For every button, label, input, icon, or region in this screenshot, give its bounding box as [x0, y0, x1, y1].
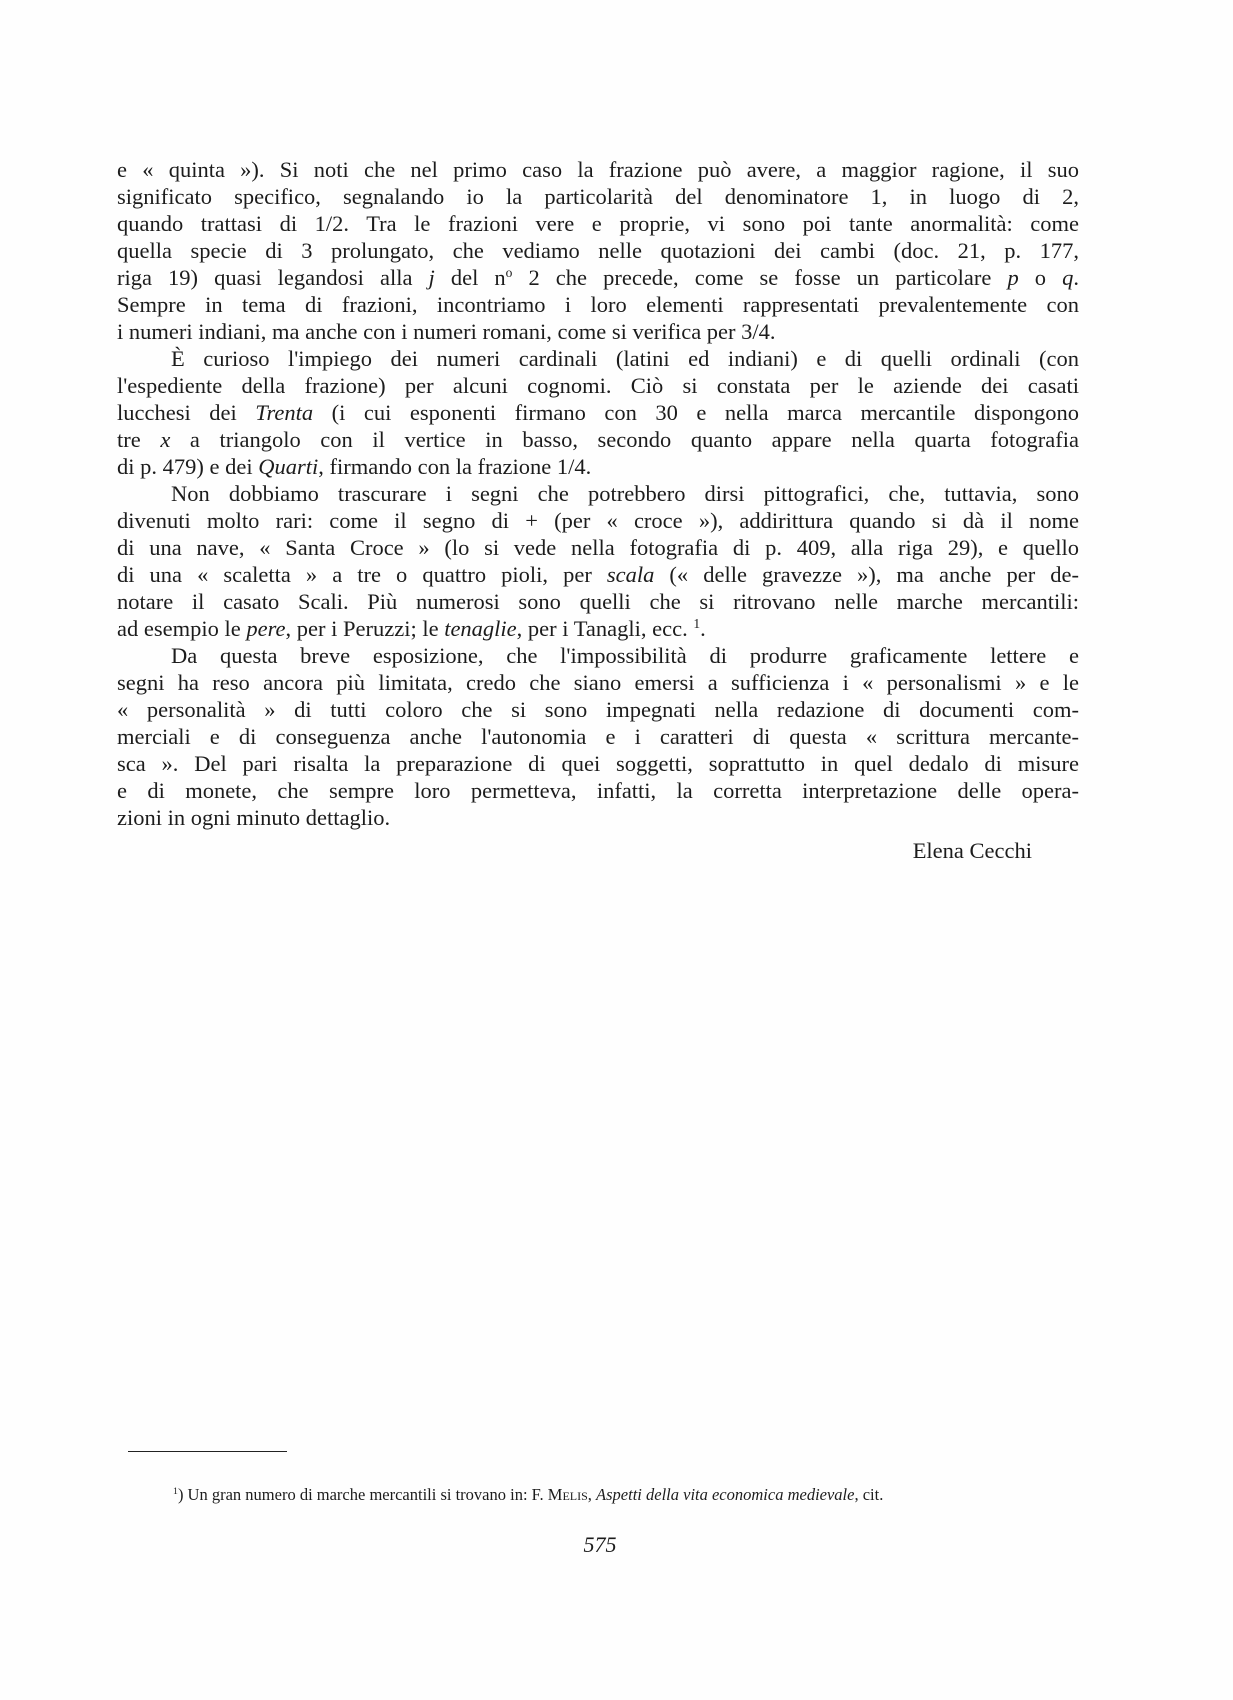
- text-line: [117, 777, 1079, 804]
- text-run: Da questa breve esposizione, che l'impossibilità di produrre graficamente lettere e: [171, 643, 1079, 668]
- text-run: , firmando con la frazione 1/4.: [318, 454, 592, 479]
- text-line: [117, 696, 1079, 723]
- text-run: e di monete, che sempre loro permetteva, infatti, la corretta interpretazione delle opera-: [117, 778, 1079, 803]
- text-run: sca ». Del pari risalta la preparazione di quei soggetti, soprattutto in quel dedalo di misure: [117, 751, 1079, 776]
- text-line: [117, 615, 1079, 642]
- text-run: a triangolo con il vertice in basso, secondo quanto appare nella quarta fotografia: [170, 427, 1080, 452]
- text-run: quando trattasi di 1/2. Tra le frazioni vere e proprie, vi sono poi tante anormalità: come: [117, 211, 1079, 236]
- text-run: ) Un gran numero di marche mercantili si trovano in: F.: [177, 1485, 548, 1504]
- text-run: , per i Peruzzi; le: [285, 616, 445, 641]
- text-run: lucchesi dei: [117, 400, 256, 425]
- footnote: [173, 1484, 1085, 1506]
- text-run: (« delle gravezze »), ma anche per de-: [654, 562, 1079, 587]
- small-caps-text: Melis: [547, 1485, 588, 1504]
- italic-text: q: [1062, 265, 1074, 290]
- text-run: riga 19) quasi legandosi alla: [117, 265, 429, 290]
- superscript: 1: [173, 1486, 178, 1498]
- text-run: Sempre in tema di frazioni, incontriamo i loro elementi rappresentati prevalentemente con: [117, 292, 1079, 317]
- text-line: [117, 264, 1079, 291]
- text-line: [117, 318, 1079, 345]
- paragraph: [117, 345, 1079, 480]
- text-line: [117, 453, 1079, 480]
- italic-text: j: [428, 265, 435, 290]
- text-run: quella specie di 3 prolungato, che vediamo nelle quotazioni dei cambi (doc. 21, p. 177,: [117, 238, 1079, 263]
- text-run: divenuti molto rari: come il segno di + (per « croce »), addirittura quando si dà il nome: [117, 508, 1079, 533]
- text-run: significato specifico, segnalando io la particolarità del denominatore 1, in luogo di 2,: [117, 184, 1079, 209]
- text-line: [117, 507, 1079, 534]
- text-line: [117, 669, 1079, 696]
- paragraph: [117, 480, 1079, 642]
- text-line: [117, 750, 1079, 777]
- text-run: .: [1073, 265, 1079, 290]
- italic-text: Aspetti della vita economica medievale: [596, 1485, 855, 1504]
- text-line: [117, 426, 1079, 453]
- text-line: [117, 372, 1079, 399]
- text-line: [117, 561, 1079, 588]
- text-run: i numeri indiani, ma anche con i numeri romani, come si verifica per 3/4.: [117, 319, 776, 344]
- text-run: merciali e di conseguenza anche l'autonomia e i caratteri di questa « scrittura mercante-: [117, 724, 1079, 749]
- text-run: (i cui esponenti firmano con 30 e nella marca mercantile dispongono: [313, 400, 1079, 425]
- text-line: [117, 588, 1079, 615]
- body-text: [117, 156, 1079, 831]
- text-line: [117, 534, 1079, 561]
- text-run: tre: [117, 427, 161, 452]
- text-run: notare il casato Scali. Più numerosi sono quelli che si ritrovano nelle marche mercantili:: [117, 589, 1079, 614]
- text-run: 2 che precede, come se fosse un particolare: [512, 265, 1008, 290]
- text-run: « personalità » di tutti coloro che si sono impegnati nella redazione di documenti com-: [117, 697, 1079, 722]
- author-signature: Elena Cecchi: [912, 838, 1032, 863]
- text-run: o: [1018, 265, 1063, 290]
- text-line: [117, 210, 1079, 237]
- text-run: del n: [434, 265, 506, 290]
- text-run: ,: [587, 1485, 597, 1504]
- text-run: l'espediente della frazione) per alcuni cognomi. Ciò si constata per le aziende dei casati: [117, 373, 1079, 398]
- text-line: [117, 345, 1079, 372]
- footnote-separator: [128, 1451, 287, 1452]
- text-line: [117, 804, 1079, 831]
- text-line: [117, 642, 1079, 669]
- text-run: e « quinta »). Si noti che nel primo caso la frazione può avere, a maggior ragione, il suo: [117, 157, 1079, 182]
- text-line: [117, 723, 1079, 750]
- italic-text: p: [1007, 265, 1019, 290]
- text-run: È curioso l'impiego dei numeri cardinali (latini ed indiani) e di quelli ordinali (con: [171, 346, 1079, 371]
- page-number: 575: [583, 1532, 617, 1557]
- italic-text: Trenta: [255, 400, 314, 425]
- text-line: [117, 183, 1079, 210]
- italic-text: x: [160, 427, 171, 452]
- text-run: .: [700, 616, 706, 641]
- italic-text: scala: [606, 562, 655, 587]
- text-line: [117, 399, 1079, 426]
- paragraph: [117, 642, 1079, 831]
- text-line: [117, 291, 1079, 318]
- italic-text: pere: [246, 616, 286, 641]
- text-line: [117, 480, 1079, 507]
- text-run: , cit.: [854, 1485, 884, 1504]
- text-run: ad esempio le: [117, 616, 247, 641]
- text-run: , per i Tanagli, ecc.: [516, 616, 694, 641]
- superscript: 1: [693, 615, 701, 631]
- text-run: di una « scaletta » a tre o quattro pioli, per: [117, 562, 607, 587]
- text-line: [117, 237, 1079, 264]
- text-run: di una nave, « Santa Croce » (lo si vede nella fotografia di p. 409, alla riga 29), e quello: [117, 535, 1079, 560]
- text-run: zioni in ogni minuto dettaglio.: [117, 805, 391, 830]
- text-line: [117, 156, 1079, 183]
- italic-text: Quarti: [258, 454, 319, 479]
- paragraph: [117, 156, 1079, 345]
- italic-text: tenaglie: [444, 616, 517, 641]
- text-run: Non dobbiamo trascurare i segni che potrebbero dirsi pittografici, che, tuttavia, sono: [171, 481, 1079, 506]
- text-run: segni ha reso ancora più limitata, credo che siano emersi a sufficienza i « personalismi » e le: [117, 670, 1079, 695]
- text-run: di p. 479) e dei: [117, 454, 259, 479]
- superscript: o: [505, 264, 513, 280]
